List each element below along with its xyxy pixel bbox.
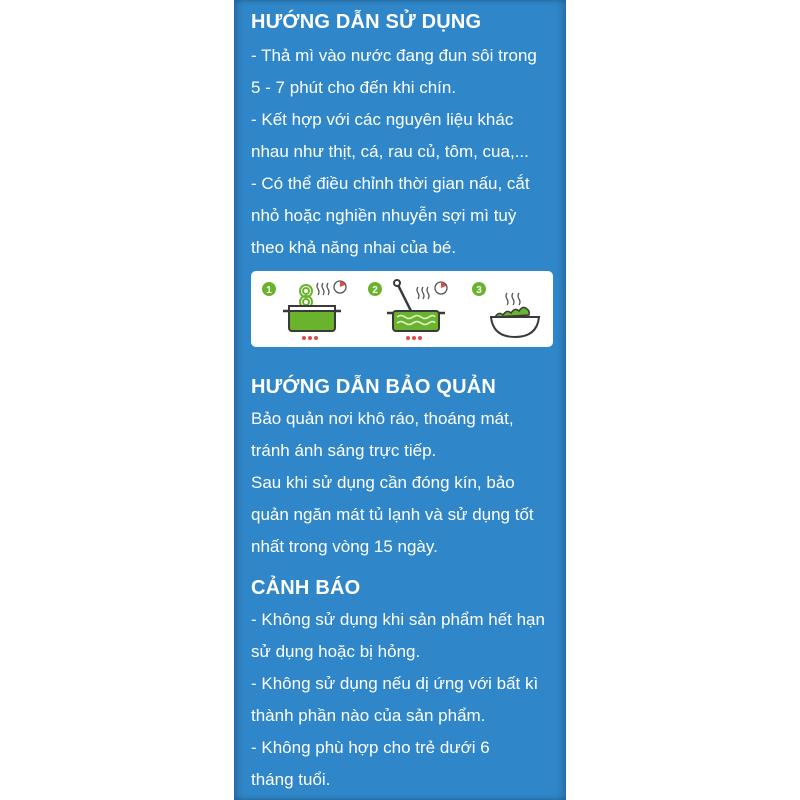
step-2 [361, 271, 457, 347]
usage-text [251, 40, 551, 264]
noodles-in-pot-icon [259, 271, 355, 347]
step-3 [457, 271, 553, 347]
storage-line: Sau khi sử dụng cần đóng kín, bảo [251, 473, 515, 492]
storage-text [251, 403, 551, 563]
warning-line: sử dụng hoặc bị hỏng. [251, 642, 421, 661]
usage-line: - Thả mì vào nước đang đun sôi trong [251, 46, 537, 65]
warning-heading: CẢNH BÁO [251, 577, 361, 599]
warning-text [251, 604, 551, 796]
usage-line: - Có thể điều chỉnh thời gian nấu, cắt [251, 174, 530, 193]
usage-heading: HƯỚNG DẪN SỬ DỤNG [251, 11, 482, 33]
warning-line: - Không phù hợp cho trẻ dưới 6 [251, 738, 490, 757]
step-number: 3 [476, 285, 482, 296]
usage-line: - Kết hợp với các nguyên liệu khác [251, 110, 514, 129]
warning-line: thành phần nào của sản phẩm. [251, 706, 486, 725]
step-1 [259, 271, 355, 347]
usage-line: theo khả năng nhai của bé. [251, 238, 457, 257]
storage-line: nhất trong vòng 15 ngày. [251, 537, 438, 556]
storage-line: Bảo quản nơi khô ráo, thoáng mát, [251, 409, 514, 428]
storage-heading: HƯỚNG DẪN BẢO QUẢN [251, 376, 497, 398]
warning-line: tháng tuổi. [251, 770, 331, 789]
storage-line: tránh ánh sáng trực tiếp. [251, 441, 437, 460]
stirring-pot-icon [361, 271, 457, 347]
noodle-bowl-icon [457, 271, 553, 347]
step-number: 1 [266, 285, 272, 296]
usage-line: nhau như thịt, cá, rau củ, tôm, cua,... [251, 142, 529, 161]
warning-line: - Không sử dụng nếu dị ứng với bất kì [251, 674, 539, 693]
storage-line: quản ngăn mát tủ lạnh và sử dụng tốt [251, 505, 534, 524]
usage-line: 5 - 7 phút cho đến khi chín. [251, 78, 457, 97]
step-number: 2 [372, 285, 378, 296]
warning-line: - Không sử dụng khi sản phẩm hết hạn [251, 610, 545, 629]
cooking-steps-card [251, 271, 553, 347]
usage-line: nhỏ hoặc nghiền nhuyễn sợi mì tuỳ [251, 206, 517, 225]
